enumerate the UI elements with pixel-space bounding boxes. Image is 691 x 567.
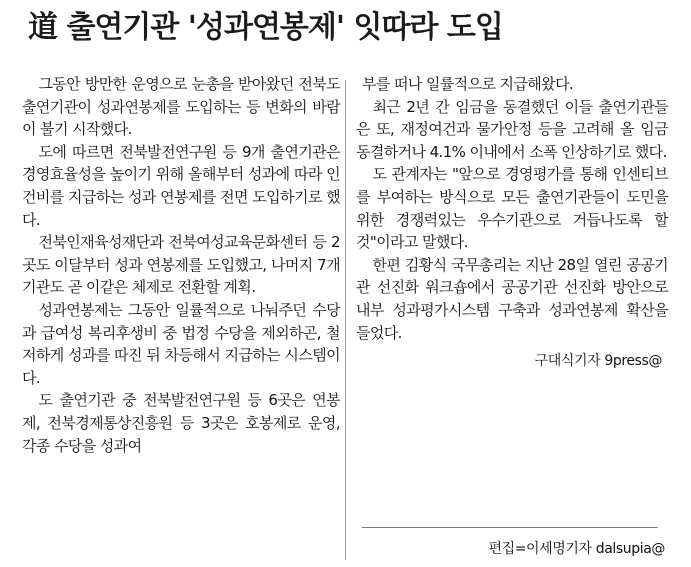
- headline: 道 출연기관 '성과연봉제' 잇따라 도입: [28, 10, 503, 45]
- paragraph: 부를 떠나 일률적으로 지급해왔다.: [362, 75, 574, 93]
- paragraph: 도 출연기관 중 전북발전연구원 등 6곳은 연봉제, 전북경제통상진흥원 등 3곳은 호봉제로 운영, 각종 수당을 성과여: [22, 391, 340, 455]
- article-column-left: [22, 73, 340, 457]
- paragraph: 성과연봉제는 그동안 일률적으로 나눠주던 수당과 급여성 복리후생비 중 법정 수당을 제외하곤, 철저하게 성과를 따진 뒤 차등해서 지급하는 시스템이다.: [22, 300, 340, 387]
- article-column-right: [356, 73, 668, 373]
- column-divider: [345, 80, 346, 560]
- paragraph: 그동안 방만한 운영으로 눈총을 받아왔던 전북도 출연기관이 성과연봉제를 도입하는 등 변화의 바람이 불기 시작했다.: [22, 75, 340, 139]
- editor-note: 편집=이세명기자 dalsupia@: [488, 541, 665, 557]
- paragraph: 도 관계자는 "앞으로 경영평가를 통해 인센티브를 부여하는 방식으로 모든 출연기관들이 도민을 위한 경쟁력있는 우수기관으로 거듭나도록 할 것"이라고 말했다.: [356, 165, 668, 252]
- editor-rule: [362, 527, 658, 528]
- byline: 구대식기자 9press@: [534, 353, 662, 370]
- paragraph: 한편 김황식 국무총리는 지난 28일 열린 공공기관 선진화 워크숍에서 공공기관 선진화 방안으로 내부 성과평가시스템 구축과 성과연봉제 확산을 들었다.: [356, 255, 668, 342]
- paragraph: 최근 2년 간 임금을 동결했던 이들 출연기관들은 또, 재정여건과 물가안정 등을 고려해 올 임금 동결하거나 4.1% 이내에서 소폭 인상하기로 했다.: [356, 97, 668, 161]
- paragraph: 전북인재육성재단과 전북여성교육문화센터 등 2곳도 이달부터 성과 연봉제를 도입했고, 나머지 7개 기관도 곧 이같은 체제로 전환할 계획.: [22, 233, 340, 297]
- paragraph: 도에 따르면 전북발전연구원 등 9개 출연기관은 경영효율성을 높이기 위해 올해부터 성과에 따라 인건비를 지급하는 성과 연봉제를 전면 도입하기로 했다.: [22, 142, 340, 229]
